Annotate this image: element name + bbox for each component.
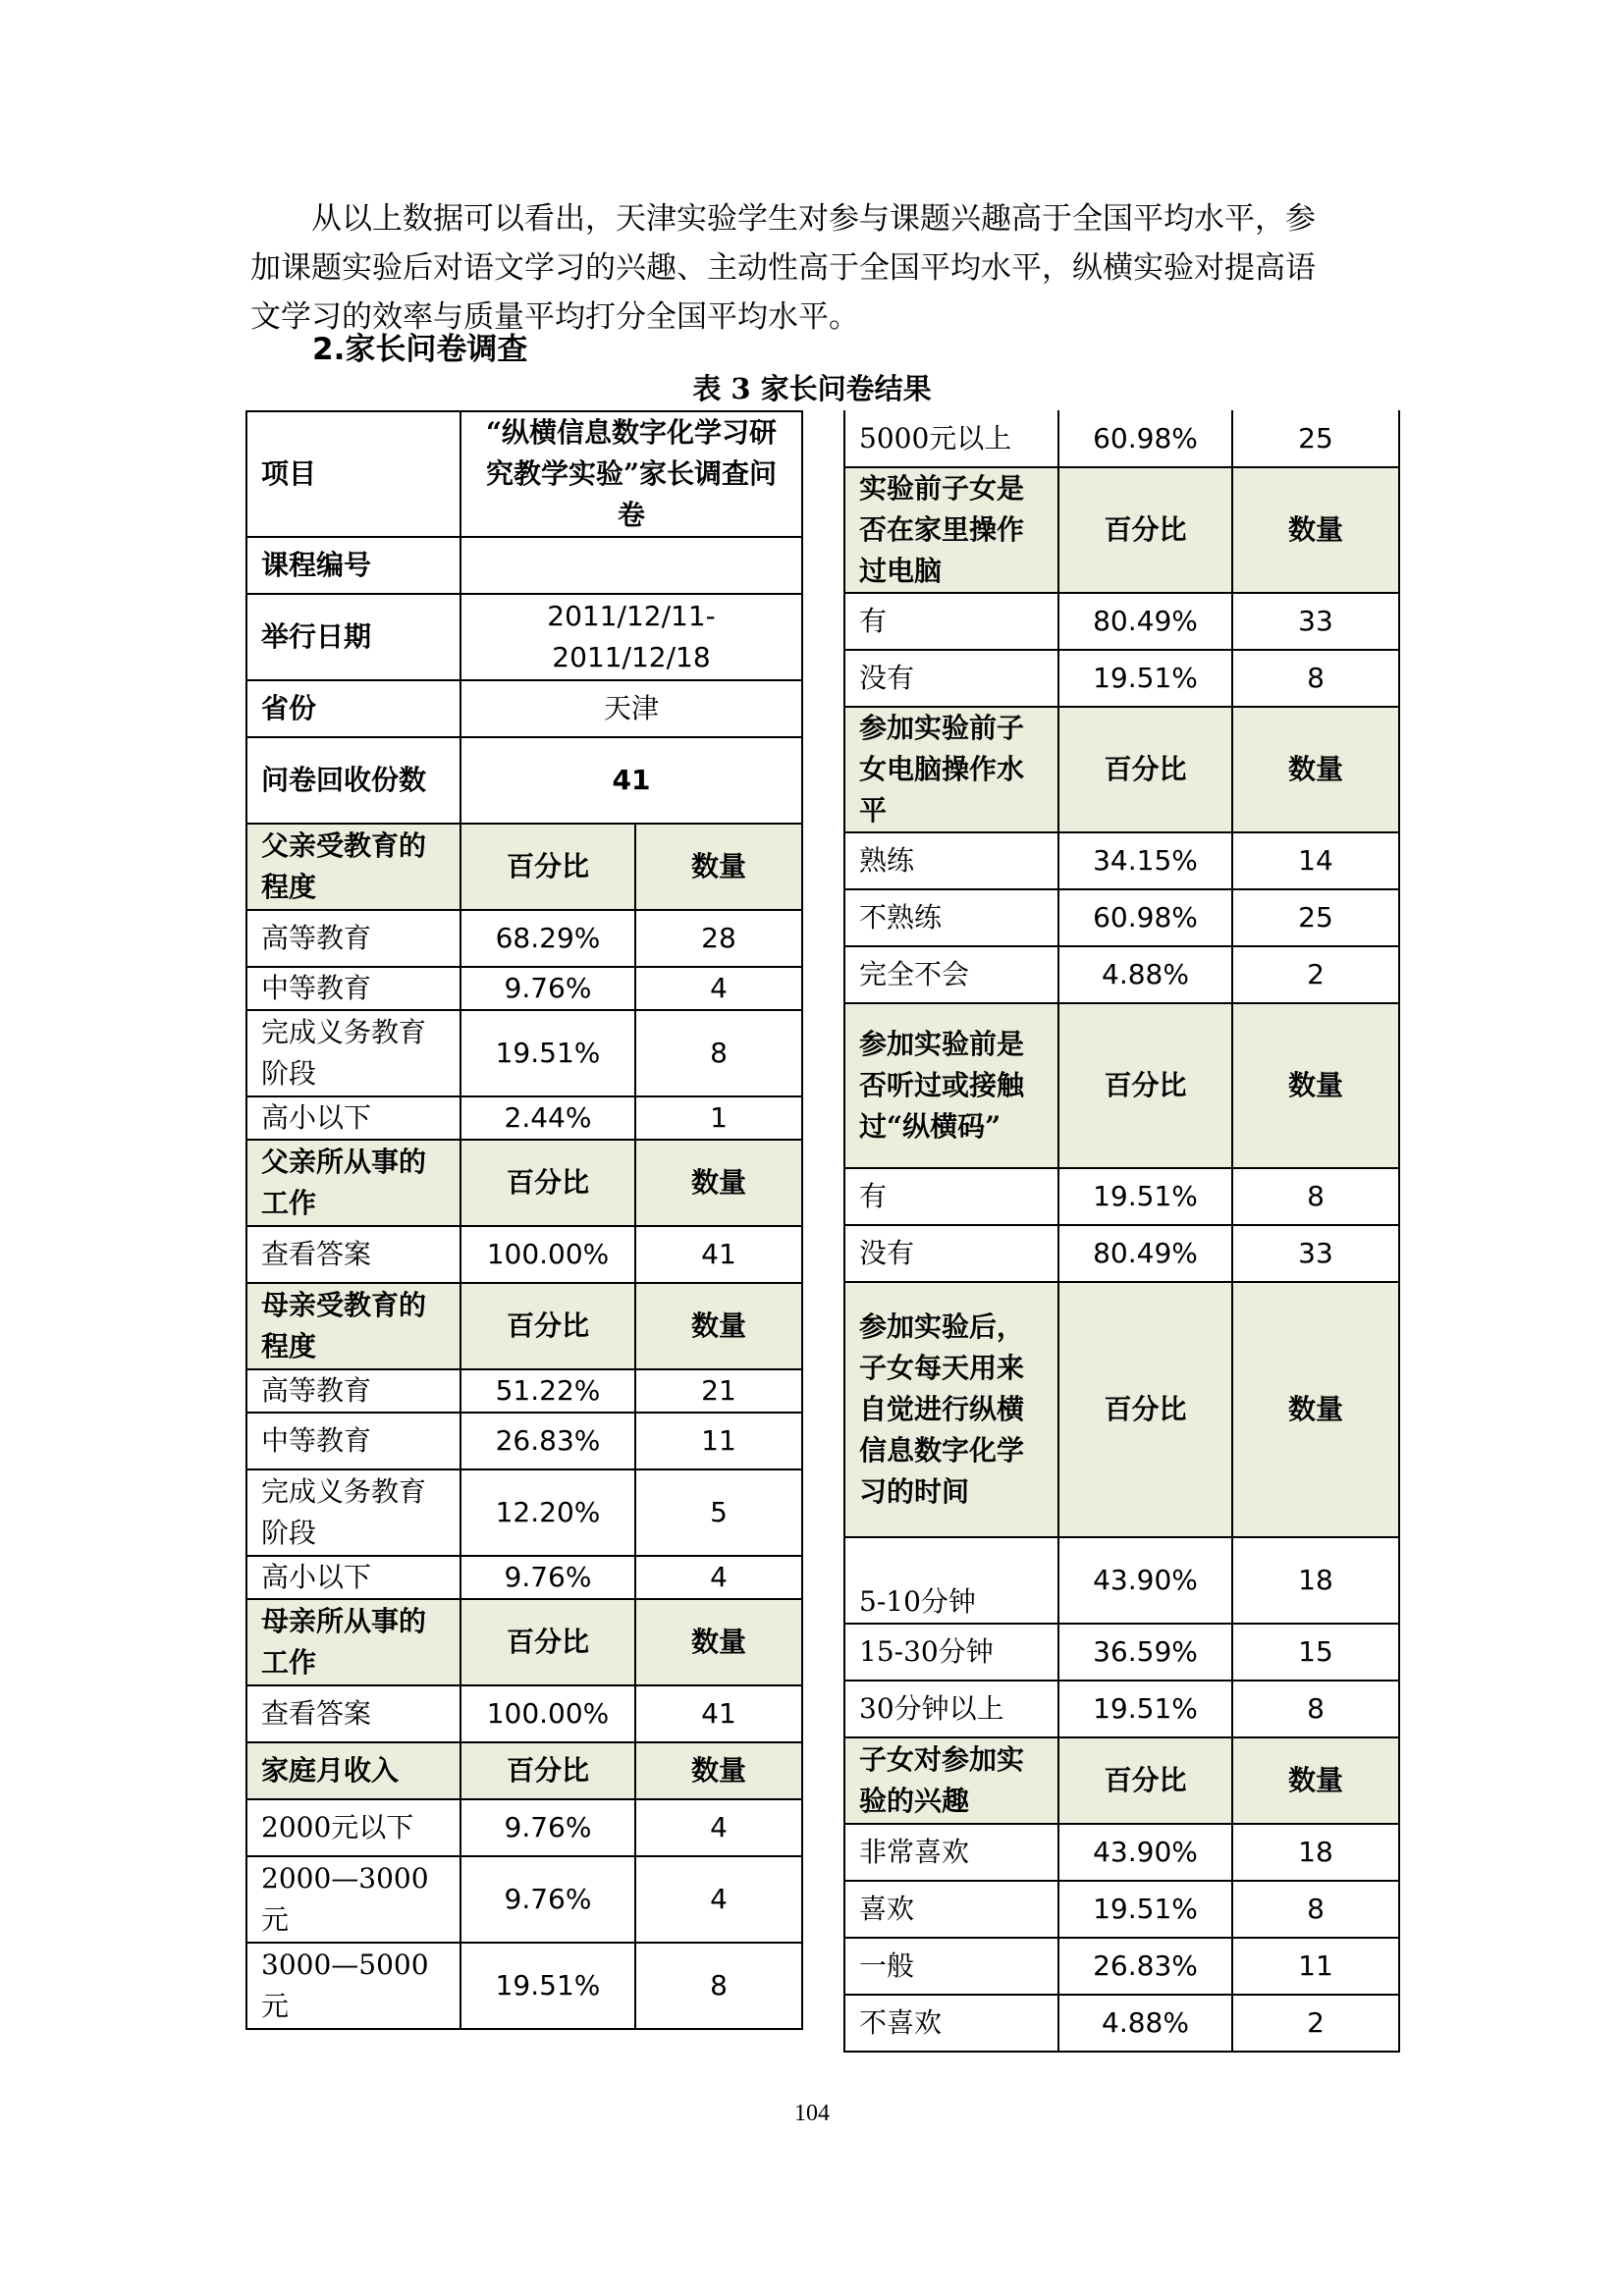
percent-header-cell: 百分比 xyxy=(1058,467,1232,593)
percent-header-cell: 百分比 xyxy=(1058,707,1232,832)
count-header-cell: 数量 xyxy=(635,1140,802,1226)
row-label-cell: 一般 xyxy=(844,1938,1058,1995)
count-header-cell: 数量 xyxy=(1232,707,1399,832)
row-label-cell: 不熟练 xyxy=(844,889,1058,946)
table-row xyxy=(246,1283,802,1369)
table-row xyxy=(246,1685,802,1742)
table-row xyxy=(844,1168,1399,1225)
count-cell: 33 xyxy=(1232,1225,1399,1282)
percent-cell: 80.49% xyxy=(1058,1225,1232,1282)
table-row xyxy=(844,650,1399,707)
count-header-cell: 数量 xyxy=(1232,467,1399,593)
table-caption: 表 3 家长问卷结果 xyxy=(692,372,932,405)
section-title-cell: 参加实验前是否听过或接触过“纵横码” xyxy=(844,1003,1058,1168)
percent-cell: 43.90% xyxy=(1058,1537,1232,1624)
table-row xyxy=(844,1681,1399,1737)
table-row xyxy=(246,1369,802,1413)
table-row xyxy=(246,737,802,824)
percent-cell: 19.51% xyxy=(1058,1168,1232,1225)
table-row xyxy=(844,832,1399,889)
row-label-cell: 有 xyxy=(844,593,1058,650)
table-row xyxy=(844,1225,1399,1282)
row-label-cell: 没有 xyxy=(844,650,1058,707)
section-title-cell: 母亲受教育的程度 xyxy=(246,1283,460,1369)
count-cell: 8 xyxy=(635,1010,802,1096)
row-label-cell: 3000—5000元 xyxy=(246,1943,460,2029)
percent-header-cell: 百分比 xyxy=(460,1599,635,1685)
percent-header-cell: 百分比 xyxy=(460,1140,635,1226)
row-label-cell: 完成义务教育阶段 xyxy=(246,1010,460,1096)
table-row xyxy=(844,467,1399,593)
table-row xyxy=(844,1824,1399,1881)
table-row xyxy=(246,910,802,967)
percent-cell: 19.51% xyxy=(1058,1681,1232,1737)
table-row xyxy=(246,594,802,680)
table-row xyxy=(246,1140,802,1226)
table-row xyxy=(246,1599,802,1685)
count-cell: 25 xyxy=(1232,410,1399,467)
count-cell: 21 xyxy=(635,1369,802,1413)
course-code-label: 课程编号 xyxy=(246,537,460,594)
percent-header-cell: 百分比 xyxy=(1058,1003,1232,1168)
percent-cell: 26.83% xyxy=(460,1413,635,1469)
table-row xyxy=(246,967,802,1010)
row-label-cell: 高小以下 xyxy=(246,1096,460,1140)
left-survey-table xyxy=(245,410,803,2030)
percent-cell: 51.22% xyxy=(460,1369,635,1413)
count-cell: 15 xyxy=(1232,1624,1399,1681)
percent-cell: 2.44% xyxy=(460,1096,635,1140)
percent-cell: 19.51% xyxy=(1058,1881,1232,1938)
row-label-cell: 中等教育 xyxy=(246,1413,460,1469)
percent-cell: 4.88% xyxy=(1058,1995,1232,2052)
right-survey-table xyxy=(843,410,1400,2053)
returned-label: 问卷回收份数 xyxy=(246,737,460,824)
section-title-cell: 实验前子女是否在家里操作过电脑 xyxy=(844,467,1058,593)
section-heading: 2.家长问卷调查 xyxy=(312,332,528,367)
table-row xyxy=(246,680,802,737)
table-row xyxy=(844,707,1399,832)
table-row xyxy=(844,1003,1399,1168)
page-number: 104 xyxy=(794,2101,830,2126)
percent-header-cell: 百分比 xyxy=(1058,1282,1232,1537)
count-header-cell: 数量 xyxy=(635,824,802,910)
count-cell: 41 xyxy=(635,1685,802,1742)
section-title-cell: 父亲受教育的程度 xyxy=(246,824,460,910)
paragraph-line: 文学习的效率与质量平均打分全国平均水平。 xyxy=(250,299,859,335)
table-row xyxy=(844,1995,1399,2052)
count-cell: 4 xyxy=(635,967,802,1010)
count-cell: 4 xyxy=(635,1799,802,1856)
table-row xyxy=(844,1881,1399,1938)
count-header-cell: 数量 xyxy=(1232,1737,1399,1824)
section-title-cell: 参加实验后，子女每天用来自觉进行纵横信息数字化学习的时间 xyxy=(844,1282,1058,1537)
count-cell: 14 xyxy=(1232,832,1399,889)
count-header-cell: 数量 xyxy=(635,1742,802,1799)
table-row xyxy=(246,1413,802,1469)
row-label-cell: 5000元以上 xyxy=(844,410,1058,467)
count-cell: 18 xyxy=(1232,1824,1399,1881)
table-row xyxy=(246,1226,802,1283)
section-title-cell: 父亲所从事的工作 xyxy=(246,1140,460,1226)
percent-cell: 68.29% xyxy=(460,910,635,967)
row-label-cell: 5-10分钟 xyxy=(844,1537,1058,1624)
table-row xyxy=(844,946,1399,1003)
percent-cell: 9.76% xyxy=(460,967,635,1010)
count-header-cell: 数量 xyxy=(635,1599,802,1685)
table-row xyxy=(246,1799,802,1856)
count-cell: 8 xyxy=(1232,1168,1399,1225)
percent-header-cell: 百分比 xyxy=(460,824,635,910)
table-row xyxy=(246,1943,802,2029)
table-row xyxy=(246,1856,802,1943)
table-row xyxy=(844,1737,1399,1824)
province-label: 省份 xyxy=(246,680,460,737)
percent-cell: 34.15% xyxy=(1058,832,1232,889)
count-cell: 8 xyxy=(1232,1681,1399,1737)
count-header-cell: 数量 xyxy=(1232,1003,1399,1168)
table-row xyxy=(246,824,802,910)
table-row xyxy=(246,1556,802,1599)
row-label-cell: 高等教育 xyxy=(246,910,460,967)
row-label-cell: 15-30分钟 xyxy=(844,1624,1058,1681)
section-title-cell: 母亲所从事的工作 xyxy=(246,1599,460,1685)
table-row xyxy=(844,1938,1399,1995)
percent-cell: 19.51% xyxy=(460,1010,635,1096)
paragraph-line: 加课题实验后对语文学习的兴趣、主动性高于全国平均水平，纵横实验对提高语 xyxy=(250,250,1316,286)
row-label-cell: 查看答案 xyxy=(246,1685,460,1742)
table-row xyxy=(246,1469,802,1556)
percent-cell: 19.51% xyxy=(460,1943,635,2029)
percent-cell: 26.83% xyxy=(1058,1938,1232,1995)
row-label-cell: 完全不会 xyxy=(844,946,1058,1003)
count-cell: 18 xyxy=(1232,1537,1399,1624)
percent-cell: 60.98% xyxy=(1058,410,1232,467)
percent-cell: 19.51% xyxy=(1058,650,1232,707)
table-row xyxy=(844,889,1399,946)
table-row xyxy=(844,1537,1399,1624)
count-cell: 33 xyxy=(1232,593,1399,650)
percent-cell: 100.00% xyxy=(460,1685,635,1742)
table-row xyxy=(246,411,802,537)
count-cell: 4 xyxy=(635,1856,802,1943)
count-cell: 5 xyxy=(635,1469,802,1556)
row-label-cell: 2000—3000元 xyxy=(246,1856,460,1943)
count-cell: 28 xyxy=(635,910,802,967)
section-title-cell: 子女对参加实验的兴趣 xyxy=(844,1737,1058,1824)
table-row xyxy=(246,537,802,594)
row-label-cell: 中等教育 xyxy=(246,967,460,1010)
count-header-cell: 数量 xyxy=(1232,1282,1399,1537)
row-label-cell: 不喜欢 xyxy=(844,1995,1058,2052)
percent-cell: 9.76% xyxy=(460,1556,635,1599)
section-title-cell: 家庭月收入 xyxy=(246,1742,460,1799)
count-cell: 25 xyxy=(1232,889,1399,946)
percent-cell: 80.49% xyxy=(1058,593,1232,650)
percent-cell: 9.76% xyxy=(460,1856,635,1943)
percent-cell: 100.00% xyxy=(460,1226,635,1283)
row-label-cell: 熟练 xyxy=(844,832,1058,889)
percent-cell: 9.76% xyxy=(460,1799,635,1856)
row-label-cell: 完成义务教育阶段 xyxy=(246,1469,460,1556)
date-label: 举行日期 xyxy=(246,594,460,680)
count-cell: 11 xyxy=(1232,1938,1399,1995)
table-row xyxy=(844,410,1399,467)
intro-paragraph xyxy=(250,194,1389,342)
table-row xyxy=(844,593,1399,650)
province-value: 天津 xyxy=(460,680,802,737)
row-label-cell: 喜欢 xyxy=(844,1881,1058,1938)
table-row xyxy=(844,1282,1399,1537)
percent-header-cell: 百分比 xyxy=(460,1742,635,1799)
row-label-cell: 30分钟以上 xyxy=(844,1681,1058,1737)
count-cell: 41 xyxy=(635,1226,802,1283)
row-label-cell: 有 xyxy=(844,1168,1058,1225)
percent-header-cell: 百分比 xyxy=(460,1283,635,1369)
table-row xyxy=(246,1096,802,1140)
count-cell: 8 xyxy=(1232,1881,1399,1938)
item-label-cell: 项目 xyxy=(246,411,460,537)
percent-cell: 60.98% xyxy=(1058,889,1232,946)
count-cell: 8 xyxy=(635,1943,802,2029)
table-row xyxy=(246,1742,802,1799)
row-label-cell: 查看答案 xyxy=(246,1226,460,1283)
table-row xyxy=(844,1624,1399,1681)
percent-cell: 12.20% xyxy=(460,1469,635,1556)
row-label-cell: 高小以下 xyxy=(246,1556,460,1599)
table-row xyxy=(246,1010,802,1096)
count-header-cell: 数量 xyxy=(635,1283,802,1369)
course-code-value xyxy=(460,537,802,594)
section-title-cell: 参加实验前子女电脑操作水平 xyxy=(844,707,1058,832)
count-cell: 2 xyxy=(1232,1995,1399,2052)
date-value: 2011/12/11-2011/12/18 xyxy=(460,594,802,680)
count-cell: 11 xyxy=(635,1413,802,1469)
count-cell: 2 xyxy=(1232,946,1399,1003)
percent-cell: 36.59% xyxy=(1058,1624,1232,1681)
percent-cell: 43.90% xyxy=(1058,1824,1232,1881)
count-cell: 4 xyxy=(635,1556,802,1599)
percent-header-cell: 百分比 xyxy=(1058,1737,1232,1824)
paragraph-line: 从以上数据可以看出，天津实验学生对参与课题兴趣高于全国平均水平，参 xyxy=(311,201,1316,237)
row-label-cell: 非常喜欢 xyxy=(844,1824,1058,1881)
count-cell: 8 xyxy=(1232,650,1399,707)
count-cell: 1 xyxy=(635,1096,802,1140)
survey-title-cell: “纵横信息数字化学习研究教学实验”家长调查问卷 xyxy=(460,411,802,537)
row-label-cell: 没有 xyxy=(844,1225,1058,1282)
percent-cell: 4.88% xyxy=(1058,946,1232,1003)
returned-value: 41 xyxy=(460,737,802,824)
row-label-cell: 2000元以下 xyxy=(246,1799,460,1856)
row-label-cell: 高等教育 xyxy=(246,1369,460,1413)
